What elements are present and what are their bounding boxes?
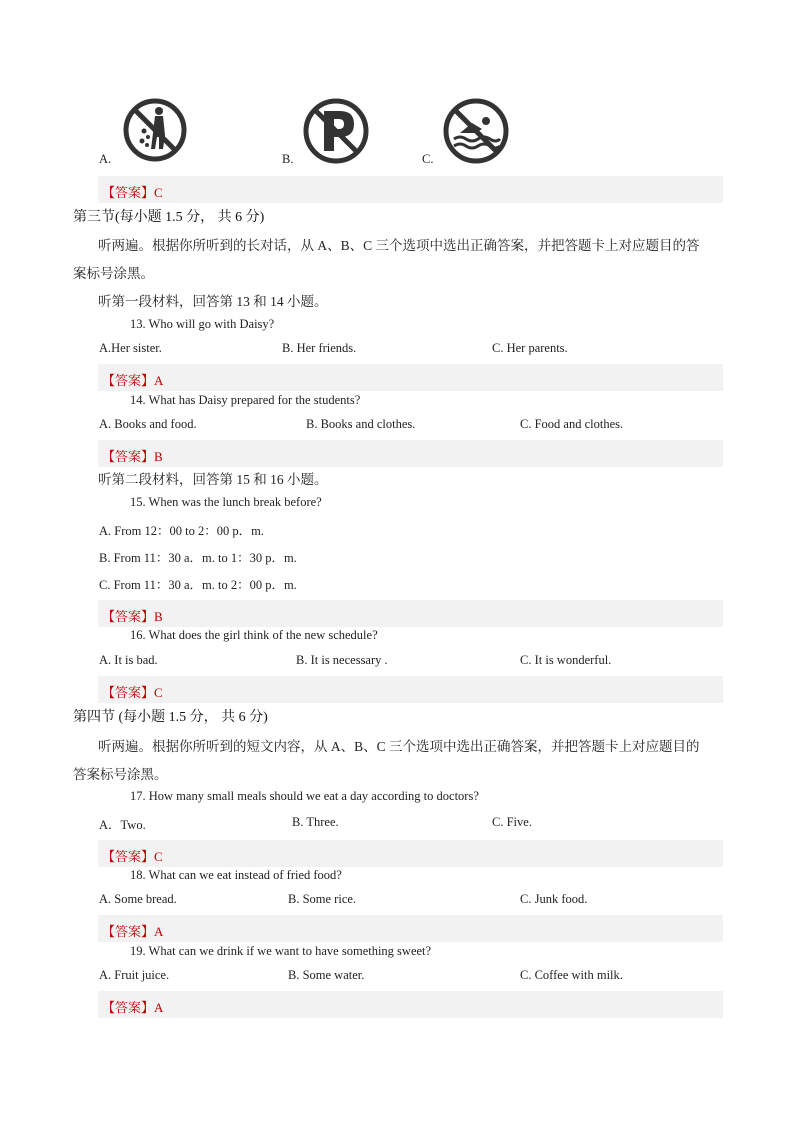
no-parking-sign-icon — [302, 97, 370, 165]
question-18-option-c: C. Junk food. — [520, 892, 588, 906]
question-16-option-a: A. It is bad. — [99, 653, 158, 667]
answer-box-17 — [98, 840, 723, 867]
option-a-label: A. — [99, 152, 112, 166]
no-swimming-sign-icon — [442, 97, 510, 165]
answer-text: 【答案】B — [102, 609, 163, 624]
option-b-label: B. — [282, 152, 294, 166]
question-18-option-b: B. Some rice. — [288, 892, 357, 906]
answer-box-13 — [98, 364, 723, 391]
question-13-stem: 13. Who will go with Daisy? — [130, 317, 275, 331]
question-16-stem: 16. What does the girl think of the new schedule? — [130, 628, 378, 642]
answer-text: 【答案】C — [102, 185, 163, 200]
question-13-option-a: A.Her sister. — [99, 341, 162, 355]
question-17-stem: 17. How many small meals should we eat a day according to doctors? — [130, 789, 479, 803]
question-15-option-c: C. From 11：30 a．m. to 2：00 p．m. — [99, 578, 297, 592]
question-16-option-c: C. It is wonderful. — [520, 653, 612, 667]
answer-box-16 — [98, 676, 723, 703]
answer-box-14 — [98, 440, 723, 467]
section-4-title: 第四节 (每小题 1.5 分， 共 6 分) — [73, 710, 268, 725]
answer-text: 【答案】C — [102, 685, 163, 700]
question-17-option-b: B. Three. — [292, 815, 339, 829]
question-18-option-a: A. Some bread. — [99, 892, 177, 906]
question-13-option-b: B. Her friends. — [282, 341, 357, 355]
question-14-option-a: A. Books and food. — [99, 417, 197, 431]
section-3-title: 第三节(每小题 1.5 分， 共 6 分) — [73, 210, 265, 225]
question-19-option-b: B. Some water. — [288, 968, 365, 982]
question-14-stem: 14. What has Daisy prepared for the students? — [130, 393, 361, 407]
part-1-instruction: 听第一段材料，回答第 13 和 14 小题。 — [98, 294, 328, 309]
question-17-option-a: A．Two. — [99, 818, 146, 832]
question-17-option-c: C. Five. — [492, 815, 532, 829]
question-15-stem: 15. When was the lunch break before? — [130, 495, 322, 509]
question-19-option-c: C. Coffee with milk. — [520, 968, 623, 982]
question-16-option-b: B. It is necessary . — [296, 653, 388, 667]
answer-text: 【答案】B — [102, 449, 163, 464]
no-littering-sign-icon — [122, 97, 188, 163]
answer-text: 【答案】A — [102, 1000, 164, 1015]
answer-box-18 — [98, 915, 723, 942]
answer-box-15 — [98, 600, 723, 627]
section-3-instruction-cont: 案标号涂黑。 — [73, 266, 154, 281]
question-18-stem: 18. What can we eat instead of fried food? — [130, 868, 342, 882]
answer-box-12 — [98, 176, 723, 203]
answer-text: 【答案】A — [102, 924, 164, 939]
part-2-instruction: 听第二段材料，回答第 15 和 16 小题。 — [98, 472, 328, 487]
question-15-option-b: B. From 11：30 a．m. to 1：30 p．m. — [99, 551, 297, 565]
question-15-option-a: A. From 12：00 to 2：00 p．m. — [99, 524, 264, 538]
section-3-instruction: 听两遍。根据你所听到的长对话，从 A、B、C 三个选项中选出正确答案，并把答题卡上对应题目的答 — [98, 238, 700, 253]
question-19-stem: 19. What can we drink if we want to have something sweet? — [130, 944, 432, 958]
section-4-instruction: 听两遍。根据你所听到的短文内容，从 A、B、C 三个选项中选出正确答案，并把答题卡上对应题目的 — [98, 739, 700, 754]
section-4-instruction-cont: 答案标号涂黑。 — [73, 767, 168, 782]
question-13-option-c: C. Her parents. — [492, 341, 568, 355]
question-14-option-b: B. Books and clothes. — [306, 417, 416, 431]
answer-text: 【答案】C — [102, 849, 163, 864]
option-c-label: C. — [422, 152, 434, 166]
question-19-option-a: A. Fruit juice. — [99, 968, 170, 982]
answer-text: 【答案】A — [102, 373, 164, 388]
answer-box-19 — [98, 991, 723, 1018]
question-14-option-c: C. Food and clothes. — [520, 417, 624, 431]
